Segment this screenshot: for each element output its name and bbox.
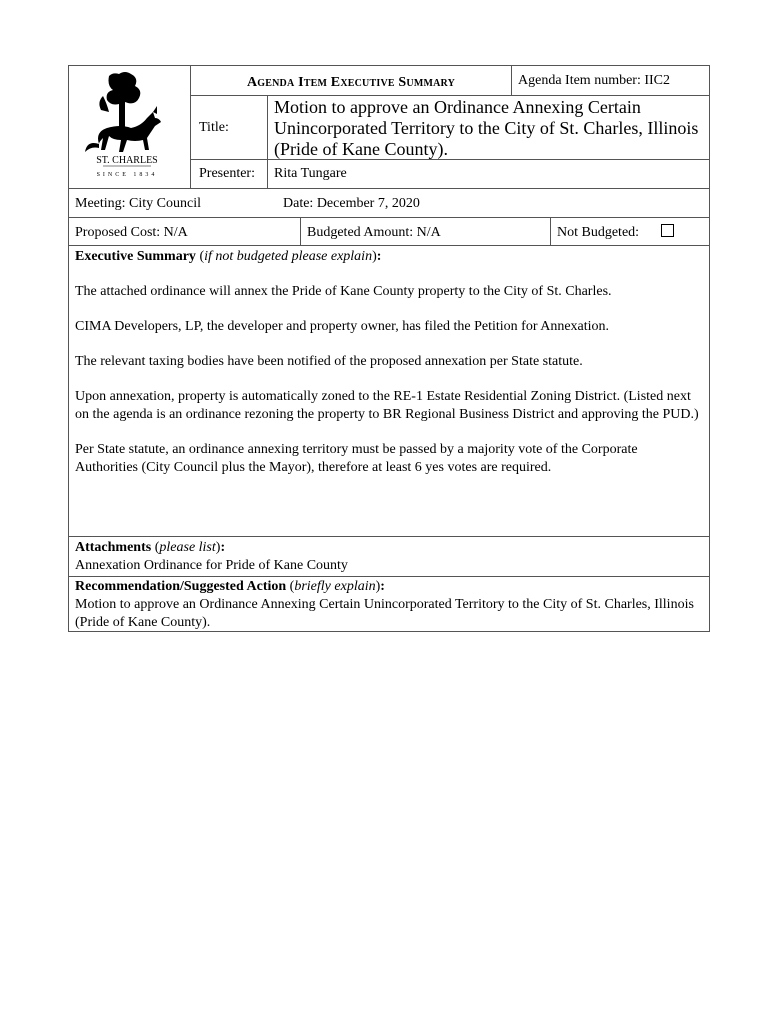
summary-title: [191, 66, 511, 95]
logo-name: ST. CHARLES: [96, 155, 158, 166]
executive-summary-section: [69, 245, 709, 536]
agenda-item-number: Agenda Item number: IIC2: [511, 66, 709, 95]
summary-title-text: Agenda Item Executive Summary: [246, 75, 456, 90]
title-value: Motion to approve an Ordinance Annexing Certain Unincorporated Territory to the City of St. Charles, Illinois (Pride of Kane County).: [267, 95, 709, 159]
presenter-label: Presenter:: [199, 166, 255, 181]
recommendation-section: [69, 576, 709, 631]
summary-paragraph: Upon annexation, property is automatically zoned to the RE-1 Estate Residential Zoning District. (Listed next on the agenda is an ordinance rezoning the property to BR Regional Business District and approving the PUD.): [75, 389, 699, 422]
logo-since: SINCE 1834: [96, 172, 158, 178]
summary-paragraph: The relevant taxing bodies have been notified of the proposed annexation per State statute.: [75, 354, 583, 369]
meeting-row: [69, 188, 709, 217]
st-charles-logo: [69, 66, 191, 188]
agenda-summary-form: [68, 65, 710, 632]
summary-title-row: [191, 66, 709, 96]
recommendation-heading: Recommendation/Suggested Action (briefly explain):: [75, 579, 385, 594]
summary-paragraph: Per State statute, an ordinance annexing territory must be passed by a majority vote of the Corporate Authorities (City Council plus the Mayor), therefore at least 6 yes votes are required.: [75, 442, 638, 475]
fox-tree-logo-icon: [69, 66, 189, 186]
meeting-text: Meeting: City Council: [75, 196, 201, 211]
presenter-row: [191, 159, 709, 188]
title-row: [191, 95, 709, 160]
title-label: Title:: [199, 120, 229, 135]
presenter-value: Rita Tungare: [267, 159, 709, 188]
cost-row: [69, 217, 709, 245]
not-budgeted-checkbox[interactable]: [661, 224, 674, 237]
recommendation-value: Motion to approve an Ordinance Annexing Certain Unincorporated Territory to the City of St. Charles, Illinois (Pride of Kane County).: [75, 597, 694, 630]
summary-paragraph: CIMA Developers, LP, the developer and property owner, has filed the Petition for Annexation.: [75, 319, 610, 334]
budgeted-amount: Budgeted Amount: N/A: [300, 218, 550, 245]
proposed-cost: Proposed Cost: N/A: [75, 225, 188, 240]
not-budgeted-cell: [550, 218, 709, 245]
executive-summary-heading: Executive Summary (if not budgeted please explain):: [75, 249, 382, 264]
attachments-heading: Attachments (please list):: [75, 540, 226, 555]
meeting-date: Date: December 7, 2020: [283, 196, 420, 211]
summary-paragraph: The attached ordinance will annex the Pride of Kane County property to the City of St. Charles.: [75, 284, 612, 299]
not-budgeted-label: Not Budgeted:: [557, 225, 640, 240]
header-block: [69, 66, 709, 188]
attachments-value: Annexation Ordinance for Pride of Kane County: [75, 558, 348, 573]
attachments-section: [69, 536, 709, 576]
